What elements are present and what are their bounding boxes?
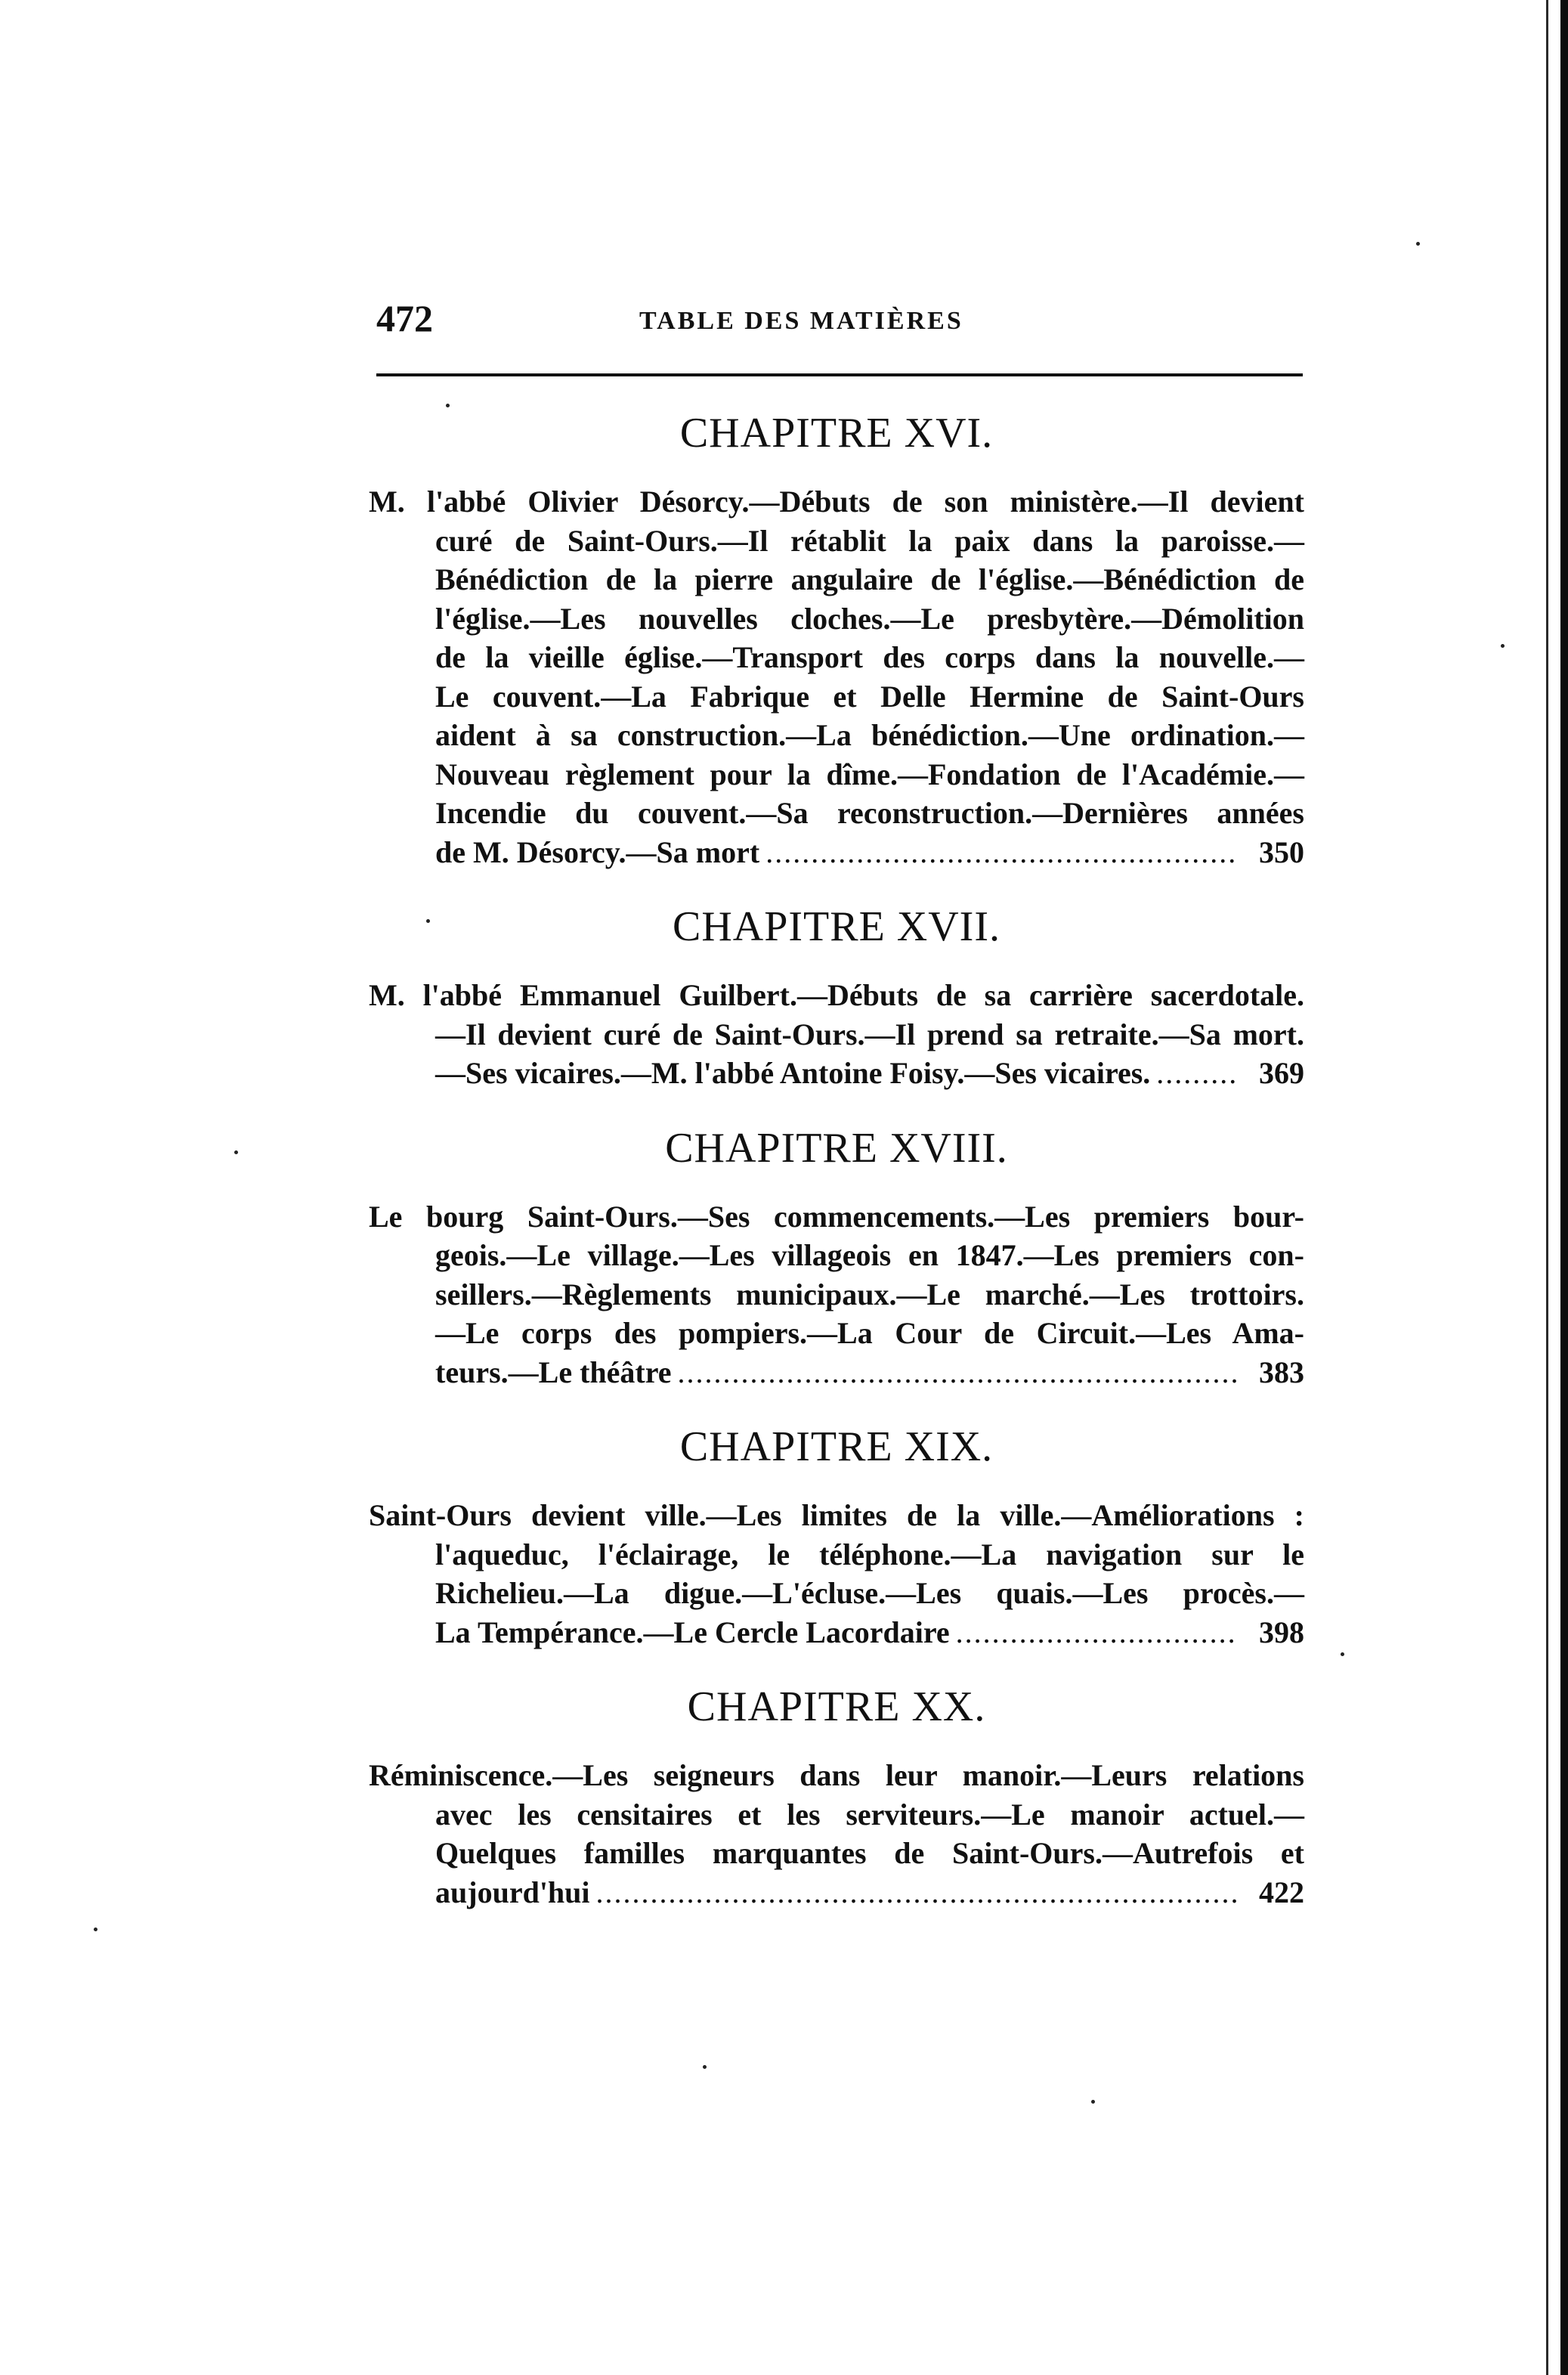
summary-line xyxy=(369,1756,1304,1795)
summary-line-text: Bénédiction de la pierre angulaire de l'église.—Bénédiction de xyxy=(435,562,1304,596)
page-header xyxy=(376,296,1303,349)
summary-line xyxy=(369,599,1304,639)
dot-leader xyxy=(1156,1054,1238,1093)
summary-line-text: de la vieille église.—Transport des corps dans la nouvelle.— xyxy=(435,640,1304,674)
summary-line xyxy=(369,1795,1304,1835)
summary-line-text: aujourd'hui xyxy=(435,1875,590,1909)
page-edge-line xyxy=(1546,0,1548,2375)
summary-line-text: avec les censitaires et les serviteurs.—Le manoir actuel.— xyxy=(435,1797,1304,1832)
summary-last-line xyxy=(369,1353,1304,1392)
running-title: TABLE DES MATIÈRES xyxy=(639,307,963,335)
dot-leader xyxy=(678,1353,1239,1392)
scan-speck xyxy=(94,1928,97,1931)
summary-line-text: —Le corps des pompiers.—La Cour de Circuit.—Les Ama- xyxy=(435,1316,1304,1350)
summary-line xyxy=(369,976,1304,1015)
scan-speck xyxy=(1341,1652,1344,1656)
page-reference[interactable]: 398 xyxy=(1259,1615,1304,1649)
summary-line-text: l'aqueduc, l'éclairage, le téléphone.—La navigation sur le xyxy=(435,1537,1304,1571)
summary-line xyxy=(369,1197,1304,1237)
chapter-section xyxy=(369,1680,1304,1912)
chapter-title: CHAPITRE XVII. xyxy=(673,903,1000,950)
page-edge-shadow xyxy=(1560,0,1568,2375)
chapter-section xyxy=(369,900,1304,1093)
scan-speck xyxy=(1091,2100,1095,2104)
summary-line-text: M. l'abbé Emmanuel Guilbert.—Débuts de sa carrière sacerdotale. xyxy=(369,978,1304,1012)
summary-line-text: Incendie du couvent.—Sa reconstruction.—Dernières années xyxy=(435,796,1304,830)
chapter-summary xyxy=(369,1496,1304,1652)
summary-line xyxy=(369,1535,1304,1575)
dot-leader xyxy=(956,1613,1238,1652)
chapter-summary xyxy=(369,1756,1304,1912)
summary-line-text: —Ses vicaires.—M. l'abbé Antoine Foisy.—Ses vicaires. xyxy=(435,1056,1151,1090)
scan-speck xyxy=(703,2065,707,2069)
chapter-summary xyxy=(369,1197,1304,1392)
summary-line xyxy=(369,522,1304,561)
page-reference[interactable]: 369 xyxy=(1259,1056,1304,1090)
summary-line xyxy=(369,1275,1304,1314)
scan-speck xyxy=(234,1150,238,1154)
dot-leader xyxy=(596,1873,1238,1912)
summary-line-text: M. l'abbé Olivier Désorcy.—Débuts de son ministère.—Il devient xyxy=(369,485,1304,519)
summary-line-text: seillers.—Règlements municipaux.—Le marché.—Les trottoirs. xyxy=(435,1277,1304,1311)
chapter-title: CHAPITRE XX. xyxy=(687,1683,986,1730)
summary-line xyxy=(369,1834,1304,1873)
summary-line xyxy=(369,1314,1304,1353)
scan-speck xyxy=(1416,242,1420,246)
summary-last-line xyxy=(369,1613,1304,1652)
page-reference[interactable]: 350 xyxy=(1259,835,1304,869)
chapter-title: CHAPITRE XVI. xyxy=(679,410,994,457)
summary-line xyxy=(369,482,1304,522)
scan-speck xyxy=(1501,644,1505,648)
summary-line xyxy=(369,677,1304,717)
summary-line-text: Richelieu.—La digue.—L'écluse.—Les quais.—Les procès.— xyxy=(435,1576,1304,1610)
summary-line-text: l'église.—Les nouvelles cloches.—Le presbytère.—Démolition xyxy=(435,601,1304,636)
summary-line-text: —Il devient curé de Saint-Ours.—Il prend sa retraite.—Sa mort. xyxy=(435,1017,1304,1051)
summary-line-text: curé de Saint-Ours.—Il rétablit la paix dans la paroisse.— xyxy=(435,523,1304,558)
page-reference[interactable]: 422 xyxy=(1259,1875,1304,1909)
summary-line xyxy=(369,755,1304,794)
header-rule xyxy=(376,373,1303,376)
summary-line xyxy=(369,1574,1304,1613)
chapter-section xyxy=(369,1420,1304,1652)
summary-line xyxy=(369,716,1304,755)
summary-line xyxy=(369,1496,1304,1535)
summary-last-line xyxy=(369,833,1304,872)
summary-line xyxy=(369,794,1304,833)
chapter-section xyxy=(369,1122,1304,1392)
dot-leader xyxy=(765,833,1238,872)
chapter-title: CHAPITRE XIX. xyxy=(679,1423,994,1470)
summary-last-line xyxy=(369,1873,1304,1912)
scan-speck xyxy=(426,919,430,923)
summary-line xyxy=(369,560,1304,599)
summary-line-text: Le bourg Saint-Ours.—Ses commencements.—Les premiers bour- xyxy=(369,1199,1304,1234)
chapter-summary xyxy=(369,482,1304,872)
page-number: 472 xyxy=(376,297,433,339)
scan-speck xyxy=(446,404,450,407)
summary-last-line xyxy=(369,1054,1304,1093)
summary-line-text: Le couvent.—La Fabrique et Delle Hermine de Saint-Ours xyxy=(435,679,1304,714)
summary-line xyxy=(369,1015,1304,1054)
chapter-section xyxy=(369,407,1304,872)
summary-line-text: Quelques familles marquantes de Saint-Ours.—Autrefois et xyxy=(435,1836,1304,1870)
summary-line-text: teurs.—Le théâtre xyxy=(435,1355,672,1389)
summary-line-text: de M. Désorcy.—Sa mort xyxy=(435,835,760,869)
summary-line-text: Réminiscence.—Les seigneurs dans leur manoir.—Leurs relations xyxy=(369,1758,1304,1792)
table-of-contents xyxy=(369,407,1304,1940)
summary-line-text: geois.—Le village.—Les villageois en 1847.—Les premiers con- xyxy=(435,1238,1304,1272)
summary-line-text: Nouveau règlement pour la dîme.—Fondation de l'Académie.— xyxy=(435,757,1304,791)
summary-line-text: Saint-Ours devient ville.—Les limites de la ville.—Améliorations : xyxy=(369,1498,1304,1532)
chapter-summary xyxy=(369,976,1304,1093)
page-reference[interactable]: 383 xyxy=(1259,1355,1304,1389)
summary-line xyxy=(369,1236,1304,1275)
summary-line-text: aident à sa construction.—La bénédiction.—Une ordination.— xyxy=(435,718,1304,752)
summary-line xyxy=(369,638,1304,677)
summary-line-text: La Tempérance.—Le Cercle Lacordaire xyxy=(435,1615,950,1649)
chapter-title: CHAPITRE XVIII. xyxy=(665,1124,1008,1172)
